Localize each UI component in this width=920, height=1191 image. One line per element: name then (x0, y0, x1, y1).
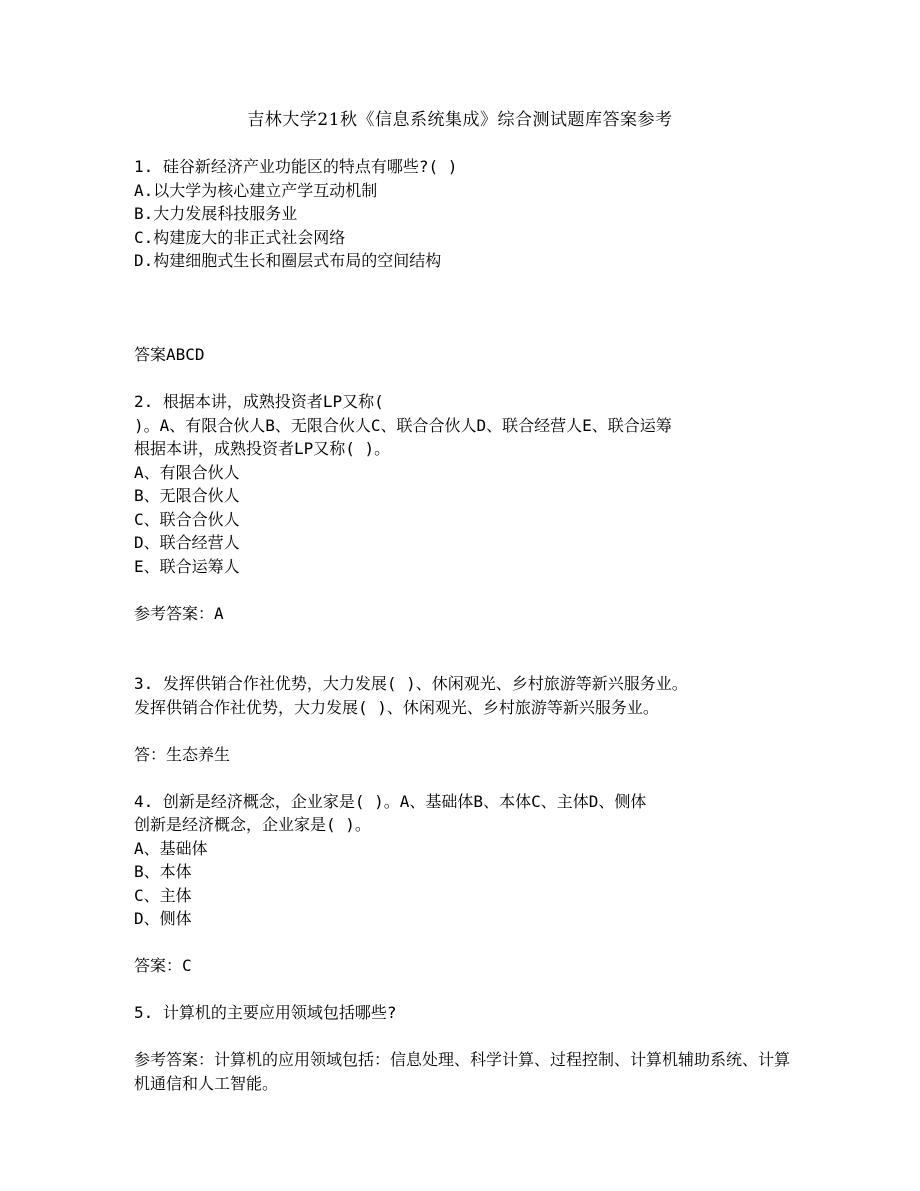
question-1-option-a: A.以大学为核心建立产学互动机制 (134, 180, 378, 200)
question-1-option-c: C.构建庞大的非正式社会网络 (134, 227, 346, 247)
question-5-text: 5. 计算机的主要应用领域包括哪些? (134, 1003, 397, 1022)
question-4-option-a: A、基础体 (134, 838, 208, 858)
question-4-option-c: C、主体 (134, 885, 192, 905)
question-2-option-e: E、联合运筹人 (134, 556, 240, 576)
question-2-option-b: B、无限合伙人 (134, 486, 240, 505)
question-2-option-a: A、有限合伙人 (134, 462, 240, 482)
question-1-text: 1. 硅谷新经济产业功能区的特点有哪些?( ) (134, 157, 458, 176)
question-4-answer: 答案：C (134, 956, 192, 975)
question-block-4 (134, 790, 794, 978)
question-block-1 (134, 155, 794, 367)
question-2-text: 2. 根据本讲，成熟投资者LP又称( (134, 392, 384, 411)
question-3-answer: 答：生态养生 (134, 744, 231, 764)
question-2-option-c: C、联合合伙人 (134, 509, 240, 529)
question-5-answer: 参考答案：计算机的应用领域包括：信息处理、科学计算、过程控制、计算机辅助系统、计算机通信和人工智能。 (134, 1050, 791, 1093)
question-2-answer: 参考答案：A (134, 603, 224, 623)
question-1-answer: 答案ABCD (134, 345, 205, 364)
question-4-restated: 创新是经济概念，企业家是( )。 (134, 815, 371, 834)
question-1-option-d: D.构建细胞式生长和圈层式布局的空间结构 (134, 251, 442, 270)
question-4-option-d: D、侧体 (134, 909, 192, 928)
question-4-option-b: B、本体 (134, 862, 192, 881)
question-3-text: 3. 发挥供销合作社优势，大力发展( )、休闲观光、乡村旅游等新兴服务业。 (134, 674, 688, 693)
question-2-option-d: D、联合经营人 (134, 533, 240, 552)
question-block-2 (134, 390, 794, 625)
question-2-text-continued: )。A、有限合伙人B、无限合伙人C、联合合伙人D、联合经营人E、联合运筹 (134, 415, 672, 435)
question-2-restated: 根据本讲，成熟投资者LP又称( )。 (134, 439, 391, 458)
question-list (134, 155, 794, 1095)
page-title: 吉林大学21秋《信息系统集成》综合测试题库答案参考 (247, 110, 673, 130)
question-4-text: 4. 创新是经济概念，企业家是( )。A、基础体B、本体C、主体D、侧体 (134, 791, 647, 811)
question-1-option-b: B.大力发展科技服务业 (134, 204, 298, 223)
question-block-5 (134, 1001, 794, 1095)
question-3-restated: 发挥供销合作社优势，大力发展( )、休闲观光、乡村旅游等新兴服务业。 (134, 697, 659, 717)
question-block-3 (134, 672, 794, 766)
